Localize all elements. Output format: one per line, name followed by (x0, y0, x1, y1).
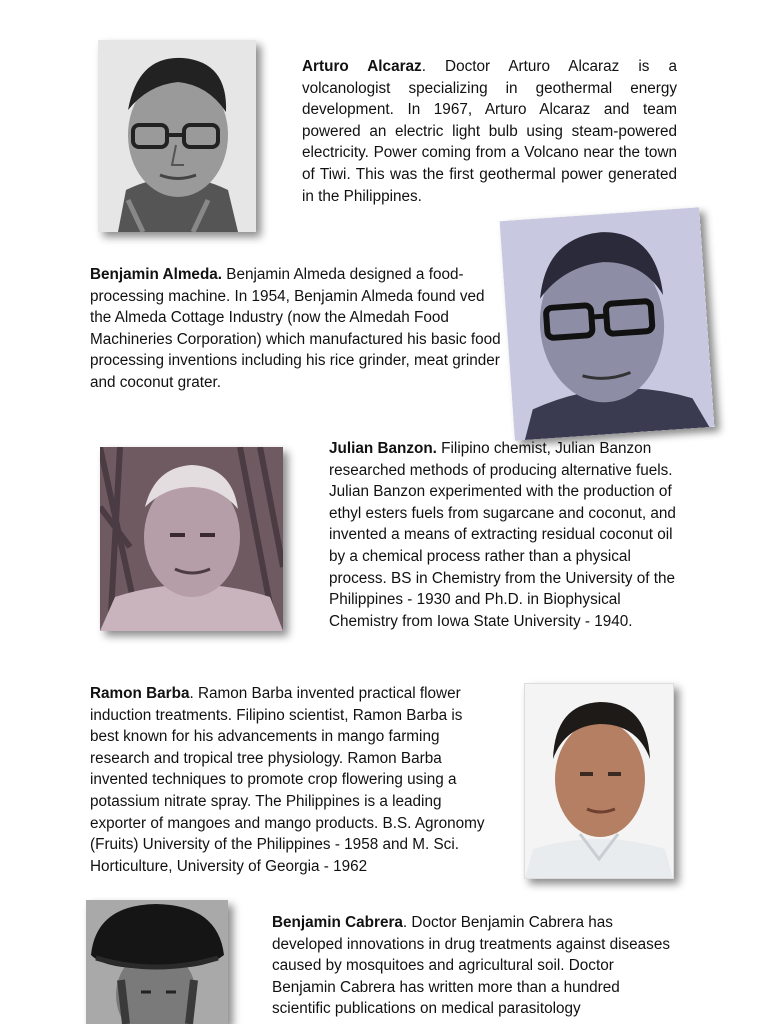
benjamin-almeda-bio (90, 264, 510, 394)
ramon-barba-name: Ramon Barba (90, 685, 190, 702)
benjamin-cabrera-name: Benjamin Cabrera (272, 914, 403, 931)
portrait-photo-icon (100, 447, 283, 631)
portrait-photo-icon (500, 207, 715, 440)
benjamin-almeda-photo (500, 207, 715, 440)
ramon-barba-bio (90, 683, 495, 877)
ramon-barba-description: . Ramon Barba invented practical flower induction treatments. Filipino scientist, Ramon Barba is best known for his advancements in mango farming research and tropical tree physiology. Ramon Barba invented techniques to promote crop flowering using a potassium nitrate spray. The Philippines is a leading exporter of mangoes and mango products. B.S. Agronomy (Fruits) University of the Philippines - 1958 and M. Sci. Horticulture, University of Georgia - 1962 (90, 685, 485, 875)
benjamin-cabrera-description: . Doctor Benjamin Cabrera has developed innovations in drug treatments against diseases caused by mosquitoes and agricultural soil. Doctor Benjamin Cabrera has written more than a hundred scientific publications on medical parasitology (272, 914, 670, 1018)
portrait-photo-icon (86, 900, 228, 1024)
arturo-alcaraz-bio (302, 56, 677, 207)
arturo-alcaraz-name: Arturo Alcaraz (302, 58, 422, 75)
julian-banzon-description: Filipino chemist, Julian Banzon researched methods of producing alternative fuels. Julian Banzon experimented with the production of ethyl esters fuels from sugarcane and coconut, and invented a means of extracting residual coconut oil by a chemical process rather than a physical process. BS in Chemistry from the University of the Philippines - 1930 and Ph.D. in Biophysical Chemistry from Iowa State University - 1940. (329, 440, 676, 630)
arturo-alcaraz-photo (98, 40, 256, 232)
julian-banzon-name: Julian Banzon. (329, 440, 437, 457)
benjamin-almeda-description: Benjamin Almeda designed a food-processing machine. In 1954, Benjamin Almeda found ved the Almeda Cottage Industry (now the Almedah Food Machineries Corporation) which manufactured his basic food processing inventions including his rice grinder, meat grinder and coconut grater. (90, 266, 501, 391)
benjamin-cabrera-bio (272, 912, 672, 1020)
benjamin-almeda-name: Benjamin Almeda. (90, 266, 223, 283)
benjamin-cabrera-photo (86, 900, 228, 1024)
ramon-barba-photo (524, 683, 674, 879)
julian-banzon-photo (100, 447, 283, 631)
arturo-alcaraz-description: . Doctor Arturo Alcaraz is a volcanologist specializing in geothermal energy development. In 1967, Arturo Alcaraz and team powered an electric light bulb using steam-powered electricity. Power coming from a Volcano near the town of Tiwi. This was the first geothermal power generated in the Philippines. (302, 58, 677, 205)
julian-banzon-bio (329, 438, 681, 632)
portrait-photo-icon (98, 40, 256, 232)
portrait-photo-icon (525, 684, 673, 878)
